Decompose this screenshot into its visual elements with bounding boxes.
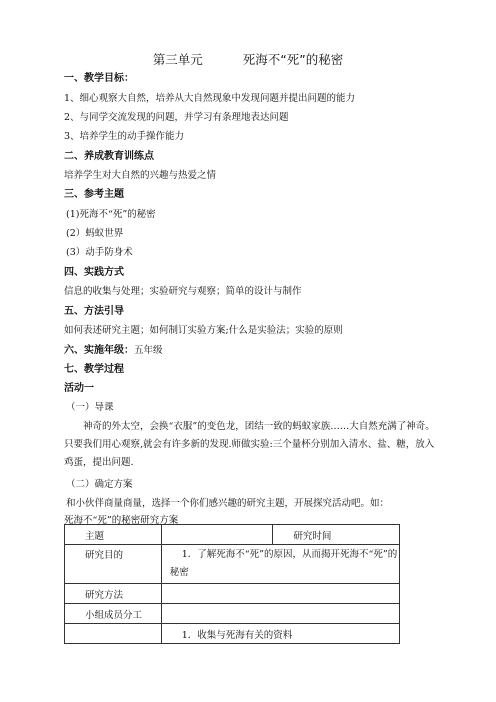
grade-value: 五年级 — [134, 345, 163, 356]
method-label-cell: 研究方法 — [65, 584, 162, 604]
practice-text: 信息的收集与处理；实验研究与观察；简单的设计与制作 — [64, 286, 302, 297]
steps-label-cell — [65, 624, 162, 644]
grade-heading: 六、实施年级： — [64, 345, 134, 356]
goal-item-2: 2、与同学交流发现的问题，并学习有条理地表达问题 — [64, 112, 289, 123]
intro-heading: （一）导课 — [66, 402, 114, 413]
method-text: 如何表述研究主题；如何制订实验方案;什么是实验法；实验的原则 — [64, 325, 343, 336]
training-text: 培养学生对大自然的兴趣与热爱之情 — [64, 170, 217, 181]
theme-item-1: (1)死海不“死”的秘密 — [66, 209, 156, 220]
table-row — [65, 545, 400, 584]
activity-heading: 活动一 — [64, 383, 94, 394]
practice-heading: 四、实践方式 — [64, 267, 124, 278]
theme-item-2: (2）蚂蚁世界 — [66, 228, 124, 239]
steps-value-cell: 1．收集与死海有关的资料 — [161, 624, 399, 644]
themes-heading: 三、参考主题 — [64, 189, 124, 200]
topic-value-cell[interactable] — [161, 525, 273, 545]
goal-item-1: 1、细心观察大自然，培养从大自然现象中发现问题并提出问题的能力 — [64, 93, 356, 104]
method-heading: 五、方法引导 — [64, 306, 124, 317]
page-title — [0, 50, 496, 68]
research-plan-table — [64, 524, 400, 644]
table-row — [65, 525, 400, 545]
grade-line — [64, 344, 163, 357]
plan-heading: （二）确定方案 — [66, 479, 133, 490]
topic-label-cell: 主题 — [65, 525, 162, 545]
time-label-cell: 研究时间 — [273, 525, 400, 545]
theme-item-3: (3）动手防身术 — [66, 247, 133, 258]
goal-item-3: 3、培养学生的动手操作能力 — [64, 131, 185, 142]
lesson-title: 死海不“死”的秘密 — [242, 52, 344, 67]
goals-heading: 一、教学目标： — [64, 73, 134, 84]
table-row — [65, 624, 400, 644]
table-row — [65, 604, 400, 624]
intro-paragraph: 神奇的外太空，会换“衣服”的变色龙，团结一致的蚂蚁家族……大自然充满了神奇。只要我们用心观察,就会有许多新的发现.师做实验:三个量杯分别加入清水、盐、糖，放入鸡蛋，提出问题. — [64, 421, 435, 468]
purpose-label-cell: 研究目的 — [65, 545, 162, 584]
members-value-cell[interactable] — [161, 604, 399, 624]
plan-caption: 死海不“死”的秘密研究方案 — [64, 515, 179, 526]
method-value-cell[interactable] — [161, 584, 399, 604]
unit-label: 第三单元 — [152, 52, 203, 67]
training-heading: 二、养成教育训练点 — [64, 151, 154, 162]
table-row — [65, 584, 400, 604]
process-heading: 七、教学过程 — [64, 364, 124, 375]
purpose-value-cell: 1．了解死海不“死”的原因，从而揭开死海不“死”的秘密 — [161, 545, 399, 584]
members-label-cell: 小组成员分工 — [65, 604, 162, 624]
plan-text: 和小伙伴商量商量，选择一个你们感兴趣的研究主题，开展探究活动吧。如： — [66, 498, 390, 509]
